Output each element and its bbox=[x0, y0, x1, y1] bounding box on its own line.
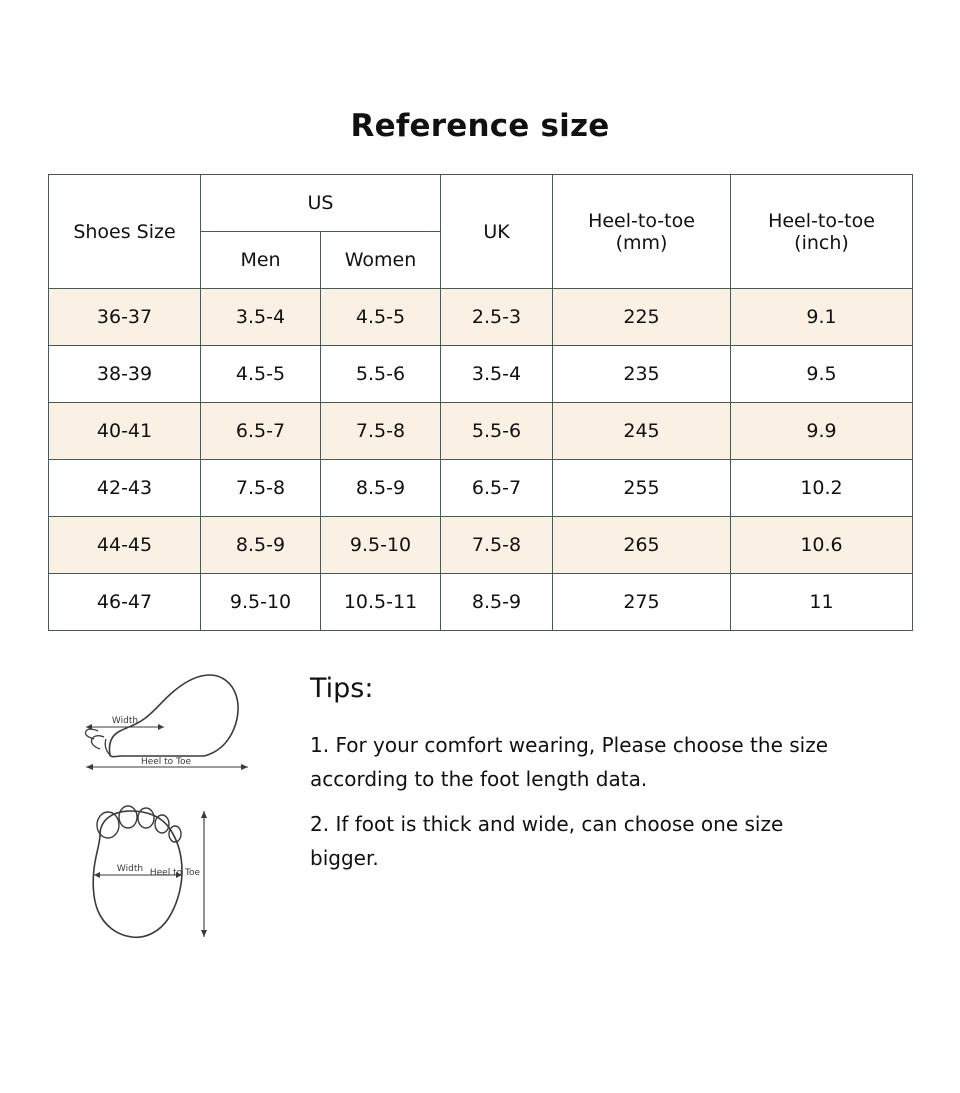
top-width-label: Width bbox=[116, 864, 144, 874]
table-row bbox=[49, 346, 913, 403]
cell-us-men: 6.5-7 bbox=[201, 403, 321, 460]
cell-shoes-size: 42-43 bbox=[49, 460, 201, 517]
toe-2 bbox=[119, 806, 137, 828]
cell-us-women: 9.5-10 bbox=[321, 517, 441, 574]
cell-inch: 9.5 bbox=[731, 346, 913, 403]
cell-uk: 8.5-9 bbox=[441, 574, 553, 631]
table-row bbox=[49, 460, 913, 517]
cell-shoes-size: 36-37 bbox=[49, 289, 201, 346]
cell-mm: 225 bbox=[553, 289, 731, 346]
col-header-inch-line2: (inch) bbox=[794, 231, 849, 254]
cell-mm: 235 bbox=[553, 346, 731, 403]
heel-arrow-head-right bbox=[241, 764, 248, 770]
col-header-us: US bbox=[201, 175, 441, 232]
page-title: Reference size bbox=[350, 108, 610, 144]
lower-section bbox=[0, 659, 960, 953]
cell-mm: 245 bbox=[553, 403, 731, 460]
side-heel-to-toe-label: Heel to Toe bbox=[140, 757, 192, 767]
cell-shoes-size: 38-39 bbox=[49, 346, 201, 403]
col-header-mm-line2: (mm) bbox=[615, 231, 668, 254]
tips-section bbox=[300, 659, 960, 953]
table-row bbox=[49, 574, 913, 631]
col-header-us-men: Men bbox=[201, 232, 321, 289]
top-heel-arrow-head-top bbox=[201, 811, 207, 818]
side-width-label: Width bbox=[111, 716, 139, 726]
col-header-us-women: Women bbox=[321, 232, 441, 289]
top-heel-to-toe-label: Heel to Toe bbox=[149, 868, 200, 878]
cell-uk: 6.5-7 bbox=[441, 460, 553, 517]
col-header-heel-to-toe-inch bbox=[731, 175, 913, 289]
col-header-shoes-size: Shoes Size bbox=[49, 175, 201, 289]
cell-inch: 9.1 bbox=[731, 289, 913, 346]
width-arrow-head-right bbox=[158, 724, 164, 730]
col-header-mm-line1: Heel-to-toe bbox=[588, 209, 695, 232]
cell-us-men: 8.5-9 bbox=[201, 517, 321, 574]
tip-item-2: 2. If foot is thick and wide, can choose one size bigger. bbox=[310, 811, 784, 871]
cell-shoes-size: 40-41 bbox=[49, 403, 201, 460]
heel-arrow-head-left bbox=[86, 764, 93, 770]
cell-inch: 11 bbox=[731, 574, 913, 631]
table-row bbox=[49, 403, 913, 460]
cell-uk: 3.5-4 bbox=[441, 346, 553, 403]
toe-3 bbox=[138, 808, 154, 828]
cell-mm: 265 bbox=[553, 517, 731, 574]
cell-us-women: 4.5-5 bbox=[321, 289, 441, 346]
cell-us-women: 10.5-11 bbox=[321, 574, 441, 631]
cell-inch: 10.6 bbox=[731, 517, 913, 574]
cell-uk: 2.5-3 bbox=[441, 289, 553, 346]
size-table-container bbox=[48, 174, 912, 631]
top-width-arrow-head-left bbox=[94, 872, 100, 878]
table-row bbox=[49, 517, 913, 574]
cell-us-men: 9.5-10 bbox=[201, 574, 321, 631]
cell-mm: 255 bbox=[553, 460, 731, 517]
tips-title: Tips: bbox=[310, 673, 374, 704]
table-row bbox=[49, 289, 913, 346]
toe-1 bbox=[97, 812, 119, 838]
top-heel-arrow-head-bottom bbox=[201, 930, 207, 937]
size-chart-page bbox=[0, 108, 960, 1093]
tip-item-1: 1. For your comfort wearing, Please choose the size according to the foot length data. bbox=[310, 733, 829, 792]
cell-us-women: 5.5-6 bbox=[321, 346, 441, 403]
cell-us-women: 7.5-8 bbox=[321, 403, 441, 460]
cell-inch: 9.9 bbox=[731, 403, 913, 460]
foot-measurement-diagrams bbox=[0, 659, 300, 953]
col-header-heel-to-toe-mm bbox=[553, 175, 731, 289]
cell-us-men: 3.5-4 bbox=[201, 289, 321, 346]
cell-us-women: 8.5-9 bbox=[321, 460, 441, 517]
cell-inch: 10.2 bbox=[731, 460, 913, 517]
toe-detail bbox=[91, 736, 104, 749]
cell-mm: 275 bbox=[553, 574, 731, 631]
foot-side-view-diagram bbox=[70, 659, 270, 789]
cell-us-men: 7.5-8 bbox=[201, 460, 321, 517]
col-header-inch-line1: Heel-to-toe bbox=[768, 209, 875, 232]
size-table bbox=[48, 174, 913, 631]
table-header-row-1 bbox=[49, 175, 913, 232]
cell-uk: 5.5-6 bbox=[441, 403, 553, 460]
cell-shoes-size: 46-47 bbox=[49, 574, 201, 631]
foot-top-view-diagram bbox=[70, 799, 270, 949]
toe-detail bbox=[85, 729, 98, 739]
col-header-uk: UK bbox=[441, 175, 553, 289]
cell-us-men: 4.5-5 bbox=[201, 346, 321, 403]
cell-shoes-size: 44-45 bbox=[49, 517, 201, 574]
cell-uk: 7.5-8 bbox=[441, 517, 553, 574]
